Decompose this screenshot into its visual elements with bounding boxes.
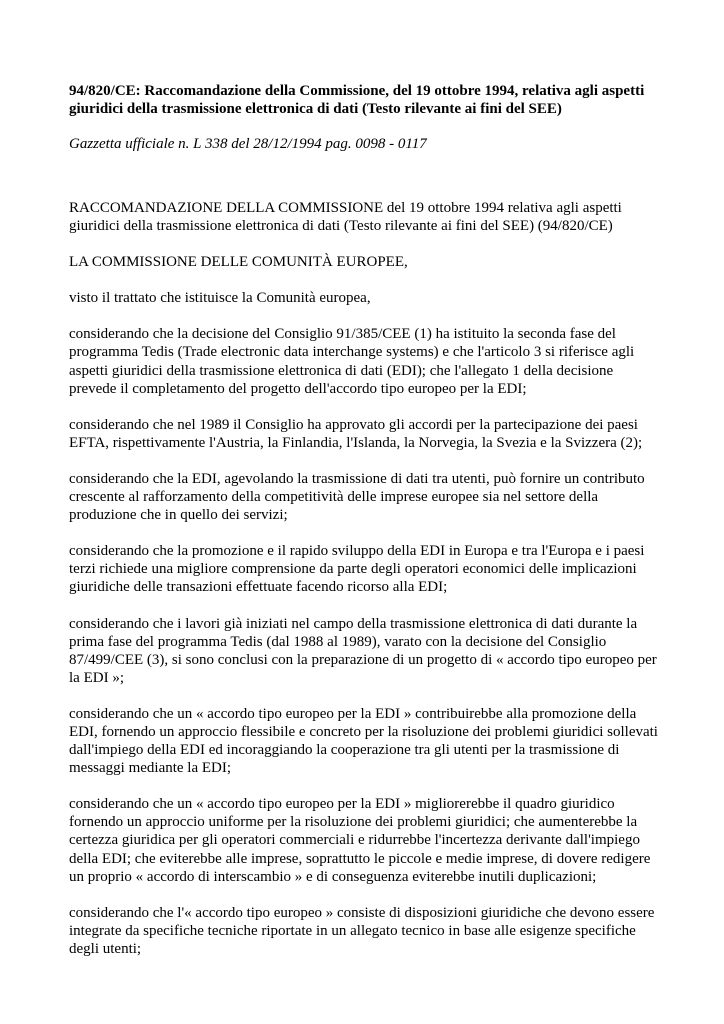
recital-paragraph: considerando che un « accordo tipo europeo per la EDI » contribuirebbe alla promozione della EDI, fornendo un approccio flessibile e concreto per la risoluzione dei problemi giuridici sollevati dall'impiego della EDI ed incoraggiando la cooperazione tra gli utenti per la trasmissione di messaggi mediante la EDI; — [69, 705, 658, 777]
citation-paragraph: visto il trattato che istituisce la Comunità europea, — [69, 290, 371, 307]
recommendation-heading: RACCOMANDAZIONE DELLA COMMISSIONE del 19 ottobre 1994 relativa agli aspetti giuridici della trasmissione elettronica di dati (Testo rilevante ai fini del SEE) (94/820/CE) — [69, 200, 622, 235]
issuing-body: LA COMMISSIONE DELLE COMUNITÀ EUROPEE, — [69, 254, 408, 271]
journal-reference: Gazzetta ufficiale n. L 338 del 28/12/1994 pag. 0098 - 0117 — [69, 136, 427, 152]
recital-paragraph: considerando che la promozione e il rapido sviluppo della EDI in Europa e tra l'Europa e i paesi terzi richiede una migliore comprensione da parte degli operatori economici delle implicazioni giuridiche delle transazioni effettuate facendo ricorso alla EDI; — [69, 543, 645, 596]
document-title: 94/820/CE: Raccomandazione della Commissione, del 19 ottobre 1994, relativa agli aspetti giuridici della trasmissione elettronica di dati (Testo rilevante ai fini del SEE) — [69, 83, 645, 117]
document-page — [69, 82, 659, 958]
recital-paragraph: considerando che l'« accordo tipo europeo » consiste di disposizioni giuridiche che devono essere integrate da specifiche tecniche riportate in un allegato tecnico in base alle esigenze specifiche degli utenti; — [69, 904, 655, 957]
recital-paragraph: considerando che i lavori già iniziati nel campo della trasmissione elettronica di dati durante la prima fase del programma Tedis (dal 1988 al 1989), varato con la decisione del Consiglio 87/499/CEE (3), si sono conclusi con la preparazione di un progetto di « accordo tipo europeo per la EDI »; — [69, 615, 657, 686]
recital-paragraph: considerando che un « accordo tipo europeo per la EDI » migliorerebbe il quadro giuridico fornendo un approccio uniforme per la risoluzione dei problemi giuridici; che aumenterebbe la certezza giuridica per gli operatori commerciali e ridurrebbe l'incertezza derivante dall'impiego della EDI; che eviterebbe alle imprese, soprattutto le piccole e medie imprese, di dovere redigere un proprio « accordo di interscambio » e di conseguenza eviterebbe inutili duplicazioni; — [69, 796, 651, 885]
recital-paragraph: considerando che la EDI, agevolando la trasmissione di dati tra utenti, può fornire un contributo crescente al rafforzamento della competitività delle imprese europee sia nel settore della produzione che in quello dei servizi; — [69, 470, 645, 524]
recital-paragraph: considerando che nel 1989 il Consiglio ha approvato gli accordi per la partecipazione dei paesi EFTA, rispettivamente l'Austria, la Finlandia, l'Islanda, la Norvegia, la Svezia e la Svizzera (2); — [69, 416, 643, 451]
recital-paragraph: considerando che la decisione del Consiglio 91/385/CEE (1) ha istituito la seconda fase del programma Tedis (Trade electronic data interchange systems) e che l'articolo 3 si riferisce agli aspetti giuridici della trasmissione elettronica di dati (EDI); che l'allegato 1 della decisione prevede il completamento del progetto dell'accordo tipo europeo per la EDI; — [69, 326, 635, 397]
